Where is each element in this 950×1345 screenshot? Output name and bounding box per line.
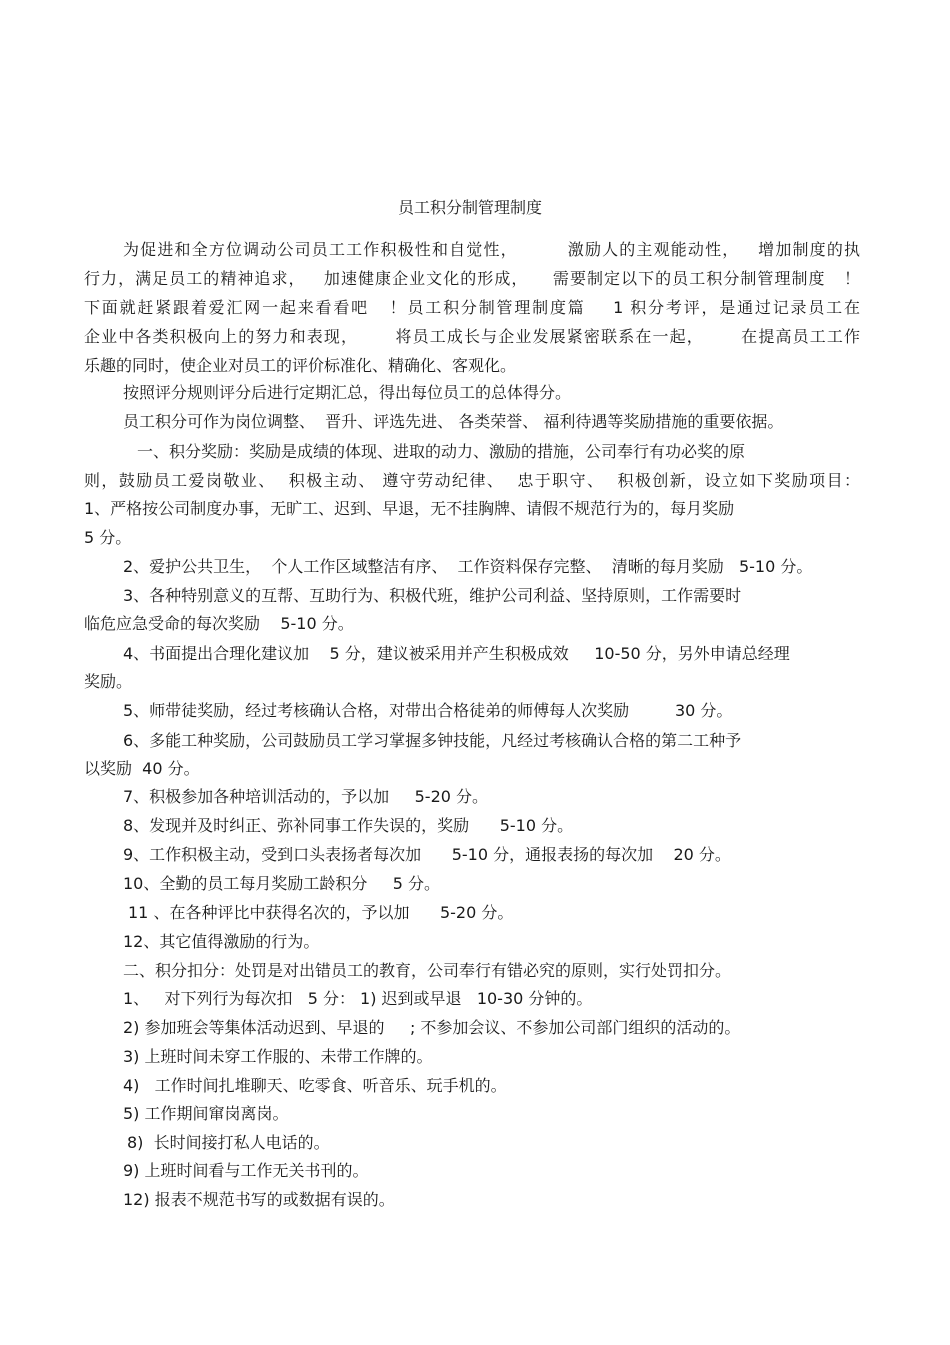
- section-heading-line: 一、积分奖励：奖励是成绩的体现、进取的动力、激励的措施，公司奉行有功必奖的原: [137, 442, 746, 461]
- paragraph-line: 行力，满足员工的精神追求， 加速健康企业文化的形成， 需要制定以下的员工积分制管理制度 ！: [84, 269, 860, 288]
- list-item: 5、师带徒奖励，经过考核确认合格，对带出合格徒弟的师傅每人次奖励 30 分。: [123, 701, 733, 720]
- paragraph-line: 按照评分规则评分后进行定期汇总，得出每位员工的总体得分。: [123, 383, 572, 402]
- list-item: 3) 上班时间未穿工作服的、未带工作牌的。: [123, 1047, 433, 1066]
- paragraph-line: 为促进和全方位调动公司员工工作积极性和自觉性， 激励人的主观能动性， 增加制度的执: [123, 240, 860, 259]
- list-item: 3、各种特别意义的互帮、互助行为、积极代班，维护公司利益、坚持原则，工作需要时: [123, 586, 742, 605]
- list-item: 7、积极参加各种培训活动的，予以加 5-20 分。: [123, 787, 489, 806]
- paragraph-line: 则，鼓励员工爱岗敬业、 积极主动、 遵守劳动纪律、 忠于职守、 积极创新，设立如下奖励项目：: [84, 471, 860, 490]
- list-item-continuation: 以奖励 40 分。: [84, 759, 200, 778]
- list-item: 8) 长时间接打私人电话的。: [127, 1133, 330, 1152]
- list-item-continuation: 5 分。: [84, 528, 132, 547]
- list-item-continuation: 奖励。: [84, 672, 133, 691]
- list-item: 10、全勤的员工每月奖励工龄积分 5 分。: [123, 874, 441, 893]
- list-item: 11 、在各种评比中获得名次的，予以加 5-20 分。: [128, 903, 514, 922]
- paragraph-line: 乐趣的同时，使企业对员工的评价标准化、精确化、客观化。: [84, 356, 517, 375]
- list-item: 9) 上班时间看与工作无关书刊的。: [123, 1161, 369, 1180]
- list-item: 2、爱护公共卫生， 个人工作区域整洁有序、 工作资料保存完整、 清晰的每月奖励 5-10 分。: [123, 557, 813, 576]
- list-item: 1、 对下列行为每次扣 5 分： 1) 迟到或早退 10-30 分钟的。: [123, 989, 593, 1008]
- list-item: 9、工作积极主动，受到口头表扬者每次加 5-10 分，通报表扬的每次加 20 分。: [123, 845, 731, 864]
- list-item: 5) 工作期间窜岗离岗。: [123, 1104, 289, 1123]
- list-item: 12) 报表不规范书写的或数据有误的。: [123, 1190, 395, 1209]
- list-item: 8、发现并及时纠正、弥补同事工作失误的，奖励 5-10 分。: [123, 816, 574, 835]
- list-item: 6、多能工种奖励，公司鼓励员工学习掌握多钟技能，凡经过考核确认合格的第二工种予: [123, 731, 742, 750]
- section-heading-line: 二、积分扣分：处罚是对出错员工的教育，公司奉行有错必究的原则，实行处罚扣分。: [123, 961, 732, 980]
- paragraph-line: 企业中各类积极向上的努力和表现， 将员工成长与企业发展紧密联系在一起， 在提高员工工作: [84, 327, 860, 346]
- paragraph-line: 下面就赶紧跟着爱汇网一起来看看吧 ！员工积分制管理制度篇 1 积分考评，是通过记录员工在: [84, 298, 860, 317]
- list-item: 12、其它值得激励的行为。: [123, 932, 320, 951]
- document-title: 员工积分制管理制度: [397, 198, 542, 217]
- list-item-continuation: 临危应急受命的每次奖励 5-10 分。: [84, 614, 354, 633]
- list-item: 2) 参加班会等集体活动迟到、早退的 ; 不参加会议、不参加公司部门组织的活动的。: [123, 1018, 741, 1037]
- list-item: 4、书面提出合理化建议加 5 分，建议被采用并产生积极成效 10-50 分，另外申请总经理: [123, 644, 790, 663]
- list-item: 4) 工作时间扎堆聊天、吃零食、听音乐、玩手机的。: [123, 1076, 507, 1095]
- list-item: 1、严格按公司制度办事，无旷工、迟到、早退，无不挂胸牌、请假不规范行为的，每月奖励: [84, 499, 735, 518]
- paragraph-line: 员工积分可作为岗位调整、 晋升、评选先进、 各类荣誉、 福利待遇等奖励措施的重要依据。: [123, 412, 784, 431]
